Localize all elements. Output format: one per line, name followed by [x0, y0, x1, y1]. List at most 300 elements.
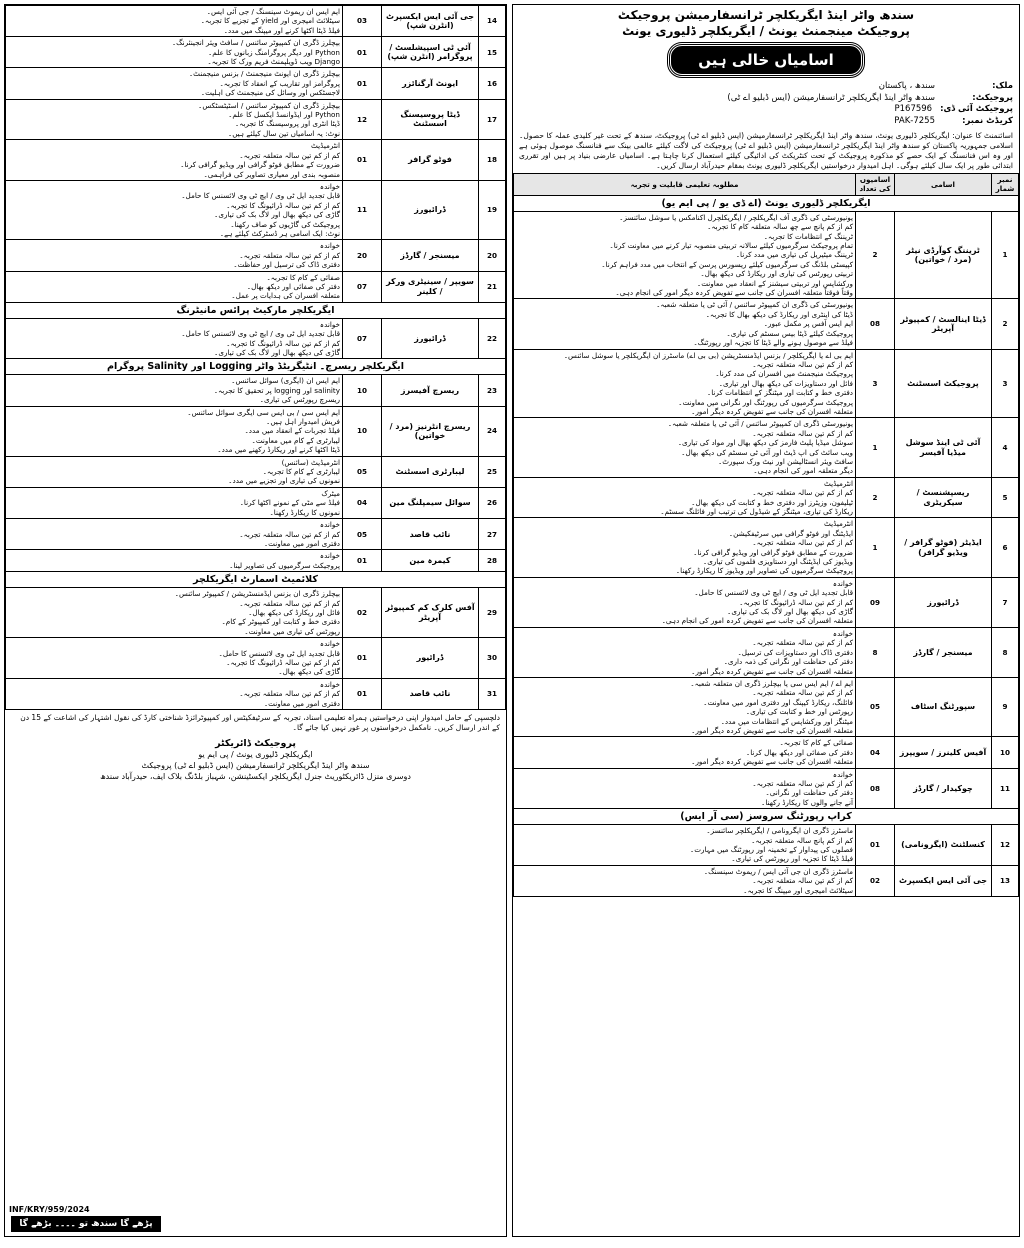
table-row	[6, 99, 506, 140]
job-title: میسنجر / گارڈز	[382, 240, 479, 271]
col-count: اسامیوں کی تعداد	[856, 174, 895, 196]
table-row	[6, 318, 506, 359]
table-row	[6, 456, 506, 487]
info-label: پروجیکٹ آئی ڈی:	[940, 104, 1013, 114]
requirement-line: خواندہ	[832, 769, 853, 779]
job-number: 20	[479, 240, 506, 271]
job-count: 8	[856, 627, 895, 677]
job-title: آفس کلرک کم کمپیوٹر آپریٹر	[382, 588, 479, 638]
requirement-line: قابل تجدید ایل ٹی وی / ایچ ٹی وی لائسنس کا حامل۔	[181, 329, 340, 339]
job-number: 1	[992, 211, 1019, 299]
job-number: 17	[479, 99, 506, 140]
table-row	[6, 140, 506, 181]
requirement-line: کم از کم تین سالہ ڈرائیونگ کا تجربہ۔	[739, 597, 853, 607]
job-requirements	[514, 865, 856, 896]
job-title: چوکیدار / گارڈز	[895, 768, 992, 809]
job-count: 08	[856, 768, 895, 809]
table-row	[6, 588, 506, 638]
job-requirements	[514, 477, 856, 518]
project-title: سندھ واٹر اینڈ ایگریکلچر ٹرانسفارمیشن پروجیکٹ	[617, 8, 915, 22]
intro-paragraph: اسائنمنٹ کا عنوان: ایگریکلچر ڈلیوری یونٹ، سندھ واٹر اینڈ ایگریکلچر ٹرانسفارمیشن (ایس ڈبلیو اے ٹی) پروجیکٹ، سندھ کے تحت غیر کلیدی عملہ کا حصول۔ اسلامی جمہوریہ پاکستان کو سندھ واٹر اینڈ ایگریکلچر ٹرانسفارمیشن (ایس ڈبلیو اے ٹی) پروجیکٹ کی لاگت کیلئے عالمی بینک سے فنانسنگ موصول ہوئی ہے اور وہ اس فنانسنگ کے ایک حصے کو مذکورہ پروجیکٹ کے تحت کنٹریکٹ کی ادائیگی کیلئے استعمال کرنا چاہتا ہے۔ اسامیاں عارضی بنیاد پر ہیں اور تقرری ابتدائی طور پر ایک سال کیلئے ہوگی۔ اہل امیدوار درخواستیں ایگریکلچر ڈلیوری یونٹ بمقام حیدرآباد ارسال کریں۔	[519, 131, 1013, 170]
requirement-line: کم از کم تین سالہ متعلقہ تجربہ۔	[239, 250, 340, 260]
job-count: 02	[343, 588, 382, 638]
requirement-line: گاڑی کی دیکھ بھال۔	[278, 667, 340, 677]
requirement-line: ضرورت کے مطابق فوٹو گرافی اور ویڈیو گرافی کرنا۔	[180, 160, 340, 170]
requirement-line: خواندہ	[319, 639, 340, 649]
requirement-line: متعلقہ افسران کی جانب سے تفویض کردہ دیگر امور۔	[691, 406, 853, 416]
requirement-line: سیٹلائٹ امیجری اور میپنگ کا تجربہ۔	[743, 885, 853, 895]
closing-note: دلچسپی کے حامل امیدوار اپنی درخواستیں ہمراہ تعلیمی اسناد، تجربہ کے سرٹیفکیٹس اور کمپیوٹرائزڈ شناختی کارڈ کی نقول اشتہار کی اشاعت کے 15 دن کے اندر ارسال کریں۔ نامکمل درخواستوں پر غور نہیں کیا جائے گا۔	[20, 713, 500, 732]
job-requirements	[6, 487, 343, 518]
requirement-line: دفتری امور میں معاونت۔	[263, 698, 340, 708]
requirement-line: کم از کم تین سالہ متعلقہ تجربہ۔	[752, 638, 853, 648]
requirement-line: نمونوں کا ریکارڈ رکھنا۔	[269, 507, 340, 517]
requirement-line: فائلنگ، ریکارڈ کیپنگ اور دفتری امور میں معاونت۔	[703, 697, 853, 707]
job-count: 01	[343, 140, 382, 181]
job-number: 23	[479, 375, 506, 406]
info-row	[519, 93, 1013, 105]
job-title: ریسپشنسٹ / سیکریٹری	[895, 477, 992, 518]
job-title: فوٹو گرافر	[382, 140, 479, 181]
job-requirements	[514, 577, 856, 627]
requirement-line: صفائی کے کام کا تجربہ۔	[779, 738, 853, 748]
requirement-line: میٹرک	[321, 488, 340, 498]
requirement-line: کم از کم تین سالہ متعلقہ تجربہ۔	[752, 428, 853, 438]
table-row	[6, 6, 506, 37]
job-requirements	[6, 375, 343, 406]
job-title: ایڈیٹر (فوٹو گرافر / ویڈیو گرافر)	[895, 518, 992, 577]
info-row	[519, 116, 1013, 128]
job-title: جی آئی ایس ایکسپرٹ	[895, 865, 992, 896]
table-row	[514, 477, 1019, 518]
info-value: سندھ ، پاکستان	[878, 81, 935, 91]
requirement-line: متعلقہ افسران کی جانب سے تفویض کردہ امور کی انجام دہی۔	[661, 616, 853, 626]
job-requirements	[514, 211, 856, 299]
requirement-line: لاجسٹکس اور وسائل کی منیجمنٹ کی اہلیت۔	[200, 88, 340, 98]
requirement-line: ڈیٹا انٹری اور پروسیسنگ کا تجربہ۔	[235, 119, 340, 129]
job-requirements	[6, 318, 343, 359]
table-row	[6, 406, 506, 456]
slogan-banner: پڑھے گا سندھ تو ۔۔۔۔ بڑھے گا سندھ	[11, 1216, 161, 1232]
requirement-line: کم از کم تین سالہ متعلقہ تجربہ۔	[239, 689, 340, 699]
job-requirements	[6, 678, 343, 709]
job-requirements	[514, 518, 856, 577]
table-row	[514, 211, 1019, 299]
requirement-line: کم از کم پانچ سے چھ سالہ متعلقہ کام کا تجربہ۔	[707, 222, 853, 232]
requirement-line: ویڈیوز کی ایڈیٹنگ اور دستاویزی فلموں کی تیاری۔	[702, 557, 853, 567]
job-number: 2	[992, 299, 1019, 349]
requirement-line: بیچلرز ڈگری ان کمپیوٹر سائنس / اسٹیٹسٹکس۔	[198, 100, 340, 110]
requirement-line: پروجیکٹ سرگرمیوں کی تصاویر اور ویڈیوز کا ریکارڈ رکھنا۔	[675, 566, 853, 576]
job-number: 3	[992, 349, 1019, 418]
requirement-line: کم از کم تین سالہ متعلقہ تجربہ۔	[752, 359, 853, 369]
requirement-line: ٹیلیفون، وزیٹرز اور دفتری خط و کتابت کی دیکھ بھال۔	[691, 497, 853, 507]
requirement-line: کم از کم تین سالہ متعلقہ تجربہ۔	[752, 688, 853, 698]
table-row	[514, 577, 1019, 627]
job-count: 08	[856, 299, 895, 349]
requirement-line: لیبارٹری کے کام میں معاونت۔	[251, 435, 340, 445]
job-title: ایونٹ آرگنائزر	[382, 68, 479, 99]
requirement-line: متعلقہ افسران کی جانب سے تفویض کردہ دیگر امور۔	[691, 666, 853, 676]
info-row	[519, 104, 1013, 116]
info-label: ملک:	[992, 81, 1013, 91]
job-number: 30	[479, 638, 506, 679]
job-number: 28	[479, 550, 506, 572]
requirement-line: ٹریننگ کے انتظامات کا تجربہ۔	[763, 231, 853, 241]
right-jobs-table	[513, 173, 1019, 897]
requirement-line: دفتر کی صفائی اور دیکھ بھال۔	[246, 281, 340, 291]
col-title: اسامی	[895, 174, 992, 196]
section-row	[514, 195, 1019, 211]
requirement-line: کم از کم تین سالہ متعلقہ تجربہ۔	[239, 150, 340, 160]
requirement-line: پروجیکٹ کیلئے ڈیٹا بیس سسٹم کی تیاری۔	[726, 328, 853, 338]
requirement-line: متعلقہ افسران کی جانب سے تفویض کردہ دیگر امور۔	[691, 725, 853, 735]
unit-title: پروجیکٹ مینجمنٹ یونٹ / ایگریکلچر ڈلیوری یونٹ	[622, 24, 910, 38]
job-title: آئی ٹی اسپیشلسٹ / پروگرامر (انٹرن شپ)	[382, 37, 479, 68]
left-jobs-table	[5, 5, 506, 710]
left-column	[4, 4, 507, 1245]
requirement-line: پروجیکٹ کی گاڑیوں کو صاف رکھنا۔	[230, 219, 340, 229]
table-row	[6, 638, 506, 679]
requirement-line: ڈیٹا کی اینٹری اور ریکارڈ کی دیکھ بھال کا تجربہ۔	[705, 309, 853, 319]
requirement-line: ایم ایس آفس پر مکمل عبور۔	[763, 319, 853, 329]
job-title: ڈرائیورز	[895, 577, 992, 627]
requirement-line: پروجیکٹ منیجمنٹ میں افسران کی مدد کرنا۔	[715, 369, 853, 379]
table-row	[514, 518, 1019, 577]
requirement-line: کم از کم تین سالہ متعلقہ تجربہ۔	[239, 598, 340, 608]
col-req: مطلوبہ تعلیمی قابلیت و تجربہ	[514, 174, 856, 196]
requirement-line: Python اور ایڈوانسڈ ایکسل کا علم۔	[228, 110, 340, 120]
requirement-line: فصلوں کی پیداوار کے تخمینہ اور رپورٹنگ میں مہارت۔	[690, 845, 853, 854]
table-row	[514, 349, 1019, 418]
signatory: پروجیکٹ ڈائریکٹر	[215, 738, 296, 749]
requirement-line: خواندہ	[319, 181, 340, 191]
requirement-line: خواندہ	[319, 520, 340, 530]
job-count: 01	[343, 68, 382, 99]
requirement-line: سیٹلائٹ امیجری اور yield کے تجزیے کا تجربہ۔	[200, 16, 340, 26]
requirement-line: دفتری امور میں معاونت۔	[263, 538, 340, 548]
requirement-line: فیلڈ ڈیٹا کا تجزیہ اور رپورٹس کی تیاری۔	[731, 854, 853, 864]
table-row	[6, 487, 506, 518]
job-requirements	[514, 768, 856, 809]
requirement-line: کم از کم تین سالہ متعلقہ تجربہ۔	[752, 488, 853, 498]
requirement-line: دفتر کی حفاظت اور نگرانی۔	[765, 788, 853, 798]
ad-footer	[5, 736, 506, 784]
requirement-line: لیبارٹری کے کام کا تجربہ۔	[262, 467, 340, 477]
requirement-line: انٹرمیڈیٹ	[824, 519, 853, 529]
requirement-line: انٹرمیڈیٹ	[824, 478, 853, 488]
job-title: آفیس کلینرز / سویپرز	[895, 737, 992, 768]
job-title: سوائل سیمپلنگ مین	[382, 487, 479, 518]
job-number: 11	[992, 768, 1019, 809]
table-row	[6, 678, 506, 709]
requirement-line: یونیورسٹی ڈگری ان کمپیوٹر سائنس / آئی ٹی یا متعلقہ شعبہ۔	[667, 419, 853, 429]
job-requirements	[6, 271, 343, 302]
info-label: کریڈٹ نمبر:	[962, 115, 1013, 126]
requirement-line: قابل تجدید ایل ٹی وی / ایچ ٹی وی لائسنس کا حامل۔	[181, 191, 340, 201]
job-count: 05	[343, 519, 382, 550]
ad-number: INF/KRY/959/2024	[9, 1205, 90, 1214]
info-value: 7255-PAK	[894, 115, 935, 126]
requirement-line: یونیورسٹی کی ڈگری ان کمپیوٹر سائنس / آئی ٹی یا متعلقہ شعبہ۔	[656, 300, 853, 310]
requirement-line: کم از کم پانچ سالہ متعلقہ تجربہ۔	[751, 835, 853, 845]
requirement-line: Python اور دیگر پروگرامنگ زبانوں کا علم۔	[208, 47, 340, 57]
job-title: ڈیٹا پروسیسنگ اسسٹنٹ	[382, 99, 479, 140]
job-number: 21	[479, 271, 506, 302]
requirement-line: فیلڈ ڈیٹا اکٹھا کرنے اور میپنگ میں مدد۔	[223, 25, 340, 35]
job-title: لیبارٹری اسسٹنٹ	[382, 456, 479, 487]
job-requirements	[514, 299, 856, 349]
requirement-line: ایم اے / ایم ایس سی یا بیچلرز ڈگری ان متعلقہ شعبہ۔	[690, 678, 853, 688]
advertisement-page	[4, 4, 1020, 1245]
job-number: 22	[479, 318, 506, 359]
requirement-line: دفتر کی صفائی اور دیکھ بھال کرنا۔	[746, 747, 853, 757]
table-row	[514, 737, 1019, 768]
requirement-line: ایم ایس ان (ایگری) سوائل سائنس۔	[231, 376, 340, 386]
requirement-line: پروجیکٹ سرگرمیوں کی تصاویر لینا۔	[229, 560, 340, 570]
info-label: پروجیکٹ:	[972, 92, 1013, 103]
table-row	[6, 240, 506, 271]
job-count: 01	[343, 678, 382, 709]
job-title: کنسلٹنٹ (ایگرونامی)	[895, 825, 992, 866]
job-count: 02	[856, 865, 895, 896]
job-number: 25	[479, 456, 506, 487]
requirement-line: ٹریننگ میٹیریل کی تیاری میں مدد کرنا۔	[735, 250, 853, 260]
job-title: ڈرائیورز	[382, 318, 479, 359]
job-count: 11	[343, 180, 382, 239]
job-count: 3	[856, 349, 895, 418]
requirement-line: ماسٹرز ڈگری ان جی آئی ایس / ریموٹ سینسنگ۔	[703, 866, 853, 876]
info-value: سندھ واٹر اینڈ ایگریکلچر ٹرانسفارمیشن (ایس ڈبلیو اے ٹی)	[727, 92, 935, 103]
ad-header	[513, 5, 1019, 77]
job-number: 9	[992, 677, 1019, 736]
job-title: کیمرہ مین	[382, 550, 479, 572]
requirement-line: خواندہ	[319, 679, 340, 689]
table-row	[6, 271, 506, 302]
requirement-line: دفتر کی حفاظت اور نگرانی کی ذمہ داری۔	[723, 657, 853, 667]
job-count: 2	[856, 211, 895, 299]
requirement-line: فیلڈ تجربات کے انعقاد میں مدد۔	[244, 426, 340, 436]
job-count: 04	[343, 487, 382, 518]
job-number: 18	[479, 140, 506, 181]
requirement-line: نمونوں کی تیاری اور تجزیے میں مدد۔	[228, 476, 340, 486]
job-count: 07	[343, 318, 382, 359]
job-count: 07	[343, 271, 382, 302]
requirement-line: فیلڈ سے موصول ہونے والے ڈیٹا کا تجزیہ اور رپورٹنگ۔	[693, 338, 853, 348]
job-requirements	[6, 638, 343, 679]
section-title: ایگریکلچر مارکیٹ پرائس مانیٹرنگ	[6, 302, 506, 318]
requirement-line: وقتاً فوقتاً متعلقہ افسران کی جانب سے تفویض کردہ دیگر امور کی انجام دہی۔	[615, 288, 853, 298]
job-requirements	[6, 519, 343, 550]
requirement-line: تمام پروجیکٹ سرگرمیوں کیلئے سالانہ تربیتی منصوبہ تیار کرنے میں معاونت کرنا۔	[609, 241, 853, 251]
job-number: 7	[992, 577, 1019, 627]
job-title: ڈرائیورز	[382, 180, 479, 239]
table-row	[6, 68, 506, 99]
job-title: ریسرچ آفیسرز	[382, 375, 479, 406]
job-requirements	[6, 140, 343, 181]
requirement-line: دفتری ڈاک کی ترسیل اور حفاظت۔	[233, 260, 340, 270]
job-requirements	[6, 37, 343, 68]
requirement-line: ڈیٹا اکٹھا کرنے اور ریکارڈ رکھنے میں مدد۔	[217, 445, 340, 455]
requirement-line: خواندہ	[832, 628, 853, 638]
job-number: 12	[992, 825, 1019, 866]
requirement-line: خواندہ	[832, 578, 853, 588]
right-column	[512, 4, 1020, 1237]
job-requirements	[6, 6, 343, 37]
job-requirements	[514, 737, 856, 768]
job-count: 09	[856, 577, 895, 627]
job-number: 19	[479, 180, 506, 239]
requirement-line: خواندہ	[319, 241, 340, 251]
requirement-line: پروگرامز اور تقاریب کے انعقاد کا تجربہ۔	[219, 78, 340, 88]
job-number: 8	[992, 627, 1019, 677]
table-row	[514, 299, 1019, 349]
table-row	[6, 180, 506, 239]
section-row	[6, 572, 506, 588]
requirement-line: ایم ایس ان ریموٹ سینسنگ / جی آئی ایس۔	[206, 7, 340, 16]
requirement-line: گاڑی کی دیکھ بھال اور لاگ بک کی تیاری۔	[727, 607, 853, 617]
job-title: نائب قاصد	[382, 519, 479, 550]
info-value: P167596	[894, 104, 933, 114]
requirement-line: پروجیکٹ سرگرمیوں کی رپورٹنگ اور نگرانی میں معاونت۔	[678, 397, 853, 407]
job-number: 13	[992, 865, 1019, 896]
requirement-line: ویب سائٹ کی اپ ڈیٹ اور آئی ٹی سسٹم کی دیکھ بھال۔	[681, 447, 853, 457]
requirement-line: دفتری خط و کتابت اور کمپیوٹر کے کام۔	[221, 617, 340, 627]
requirement-line: کم از کم تین سالہ متعلقہ تجربہ۔	[752, 876, 853, 886]
job-requirements	[6, 99, 343, 140]
table-row	[6, 37, 506, 68]
requirement-line: سافٹ ویئر انسٹالیشن اور نیٹ ورک سپورٹ۔	[718, 456, 853, 466]
requirement-line: گاڑی کی دیکھ بھال اور لاگ بک کی تیاری۔	[214, 348, 340, 357]
job-title: سپورٹنگ اسٹاف	[895, 677, 992, 736]
job-count: 10	[343, 406, 382, 456]
job-count: 05	[343, 456, 382, 487]
requirement-line: دیگر متعلقہ امور کی انجام دہی۔	[753, 466, 853, 476]
requirement-line: بیچلرز ڈگری ان بزنس ایڈمنسٹریشن / کمپیوٹر سائنس۔	[174, 589, 340, 599]
job-number: 14	[479, 6, 506, 37]
requirement-line: کم از کم تین سالہ متعلقہ تجربہ۔	[752, 778, 853, 788]
job-title: میسنجر / گارڈز	[895, 627, 992, 677]
job-count: 01	[343, 550, 382, 572]
table-row	[514, 825, 1019, 866]
job-count: 10	[343, 375, 382, 406]
requirement-line: گاڑی کی دیکھ بھال اور لاگ بک کی تیاری۔	[214, 210, 340, 220]
section-title: کلائمیٹ اسمارٹ ایگریکلچر	[6, 572, 506, 588]
requirement-line: ایم ایس سی / بی ایس سی ایگری سوائل سائنس۔	[187, 407, 340, 417]
job-requirements	[514, 825, 856, 866]
table-row	[514, 768, 1019, 809]
requirement-line: فائل اور ریکارڈ کی دیکھ بھال۔	[248, 607, 340, 617]
requirement-line: خواندہ	[319, 319, 340, 329]
requirement-line: دفتری ڈاک اور دستاویزات کی ترسیل۔	[737, 647, 853, 657]
requirement-line: ضرورت کے مطابق فوٹو گرافی اور ویڈیو گرافی کرنا۔	[693, 547, 853, 557]
project-info	[513, 79, 1019, 129]
job-number: 4	[992, 418, 1019, 477]
section-row	[514, 809, 1019, 825]
section-title: کراپ رپورٹنگ سروسز (سی آر ایس)	[514, 809, 1019, 825]
job-count: 05	[856, 677, 895, 736]
requirement-line: ریسرچ رپورٹس کی تیاری۔	[259, 395, 340, 405]
requirement-line: یونیورسٹی کی ڈگری آف ایگریکلچر / ایگریکلچرل اکنامکس یا سوشل سائنسز۔	[619, 212, 853, 222]
job-requirements	[514, 627, 856, 677]
table-row	[6, 375, 506, 406]
section-row	[6, 359, 506, 375]
requirement-line: میٹنگز اور ورکشاپس کے انتظامات میں مدد۔	[720, 716, 853, 726]
job-number: 24	[479, 406, 506, 456]
job-title: ریسرچ انٹرنیز (مرد / خواتین)	[382, 406, 479, 456]
requirement-line: salinity اور logging پر تحقیق کا تجربہ۔	[213, 385, 340, 395]
job-requirements	[6, 180, 343, 239]
job-requirements	[514, 418, 856, 477]
job-number: 27	[479, 519, 506, 550]
requirement-line: متعلقہ افسران کی ہدایات پر عمل۔	[231, 291, 340, 301]
requirement-line: تربیتی رپورٹس کی تیاری اور ریکارڈ کی دیکھ بھال۔	[700, 269, 853, 279]
requirement-line: کم از کم تین سالہ متعلقہ تجربہ۔	[752, 538, 853, 548]
requirement-line: ایڈیٹنگ اور فوٹو گرافی میں سرٹیفکیشن۔	[728, 528, 853, 538]
table-row	[514, 677, 1019, 736]
job-number: 10	[992, 737, 1019, 768]
table-row	[514, 418, 1019, 477]
requirement-line: رپورٹس اور خط و کتابت کی تیاری۔	[745, 707, 853, 717]
job-requirements	[6, 406, 343, 456]
job-count: 12	[343, 99, 382, 140]
job-title: جی آئی ایس ایکسپرٹ (انٹرن شپ)	[382, 6, 479, 37]
section-title: ایگریکلچر ریسرچ۔ انٹیگریٹڈ واٹر Logging اور Salinity پروگرام	[6, 359, 506, 375]
section-row	[6, 302, 506, 318]
job-number: 16	[479, 68, 506, 99]
requirement-line: ریکارڈ کی تیاری، میٹنگز کے شیڈول کی ترتیب اور فائلنگ سسٹم۔	[660, 507, 853, 516]
requirement-line: قابل تجدید ایل ٹی وی / ایچ ٹی وی لائسنس کا حامل۔	[694, 588, 853, 598]
requirement-line: نوٹ: یہ اسامیاں تین سال کیلئے ہیں۔	[227, 128, 340, 138]
col-num: نمبر شمار	[992, 174, 1019, 196]
footer-line2: سندھ واٹر اینڈ ایگریکلچر ٹرانسفارمیشن (ایس ڈبلیو اے ٹی) پروجیکٹ	[141, 761, 370, 770]
job-title: نائب قاصد	[382, 678, 479, 709]
job-title: ڈرائیور	[382, 638, 479, 679]
requirement-line: دفتری خط و کتابت اور میٹنگز کے انتظامات کرنا۔	[707, 388, 853, 398]
requirement-line: منصوبہ بندی اور معیاری تصاویر کی فراہمی۔	[203, 169, 340, 179]
job-requirements	[514, 349, 856, 418]
job-requirements	[6, 456, 343, 487]
job-requirements	[6, 68, 343, 99]
job-count: 01	[343, 37, 382, 68]
requirement-line: خواندہ	[319, 551, 340, 561]
job-count: 1	[856, 418, 895, 477]
table-row	[6, 519, 506, 550]
job-count: 2	[856, 477, 895, 518]
job-number: 31	[479, 678, 506, 709]
requirement-line: بیچلرز ڈگری ان ایونٹ منیجمنٹ / بزنس منیجمنٹ۔	[188, 69, 340, 79]
job-number: 15	[479, 37, 506, 68]
footer-line1: ایگریکلچر ڈلیوری یونٹ / پی ایم یو	[198, 750, 313, 759]
requirement-line: کم از کم تین سالہ متعلقہ تجربہ۔	[239, 529, 340, 539]
requirement-line: کم از کم تین سالہ ڈرائیونگ کا تجربہ۔	[226, 338, 340, 348]
requirement-line: متعلقہ افسران کی جانب سے تفویض کردہ دیگر امور۔	[691, 757, 853, 767]
requirement-line: فائل اور دستاویزات کی دیکھ بھال اور تیاری۔	[718, 378, 853, 388]
job-count: 01	[343, 638, 382, 679]
vacancies-banner: اسامیاں خالی ہیں	[668, 43, 864, 77]
requirement-line: ماسٹرز ڈگری ان ایگرونامی / ایگریکلچر سائنسز۔	[706, 826, 853, 836]
job-number: 6	[992, 518, 1019, 577]
requirement-line: بیچلرز ڈگری ان کمپیوٹر سائنس / سافٹ ویئر انجینئرنگ۔	[171, 38, 340, 48]
job-number: 29	[479, 588, 506, 638]
job-title: ٹریننگ کوآرڈی نیٹر (مرد / خواتین)	[895, 211, 992, 299]
requirement-line: رپورٹس کی تیاری میں معاونت۔	[244, 626, 340, 636]
requirement-line: انٹرمیڈیٹ (سائنس)	[281, 457, 340, 467]
job-count: 01	[856, 825, 895, 866]
info-row	[519, 81, 1013, 93]
job-requirements	[514, 677, 856, 736]
section-title: ایگریکلچر ڈلیوری یونٹ (اے ڈی یو / پی ایم یو)	[514, 195, 1019, 211]
